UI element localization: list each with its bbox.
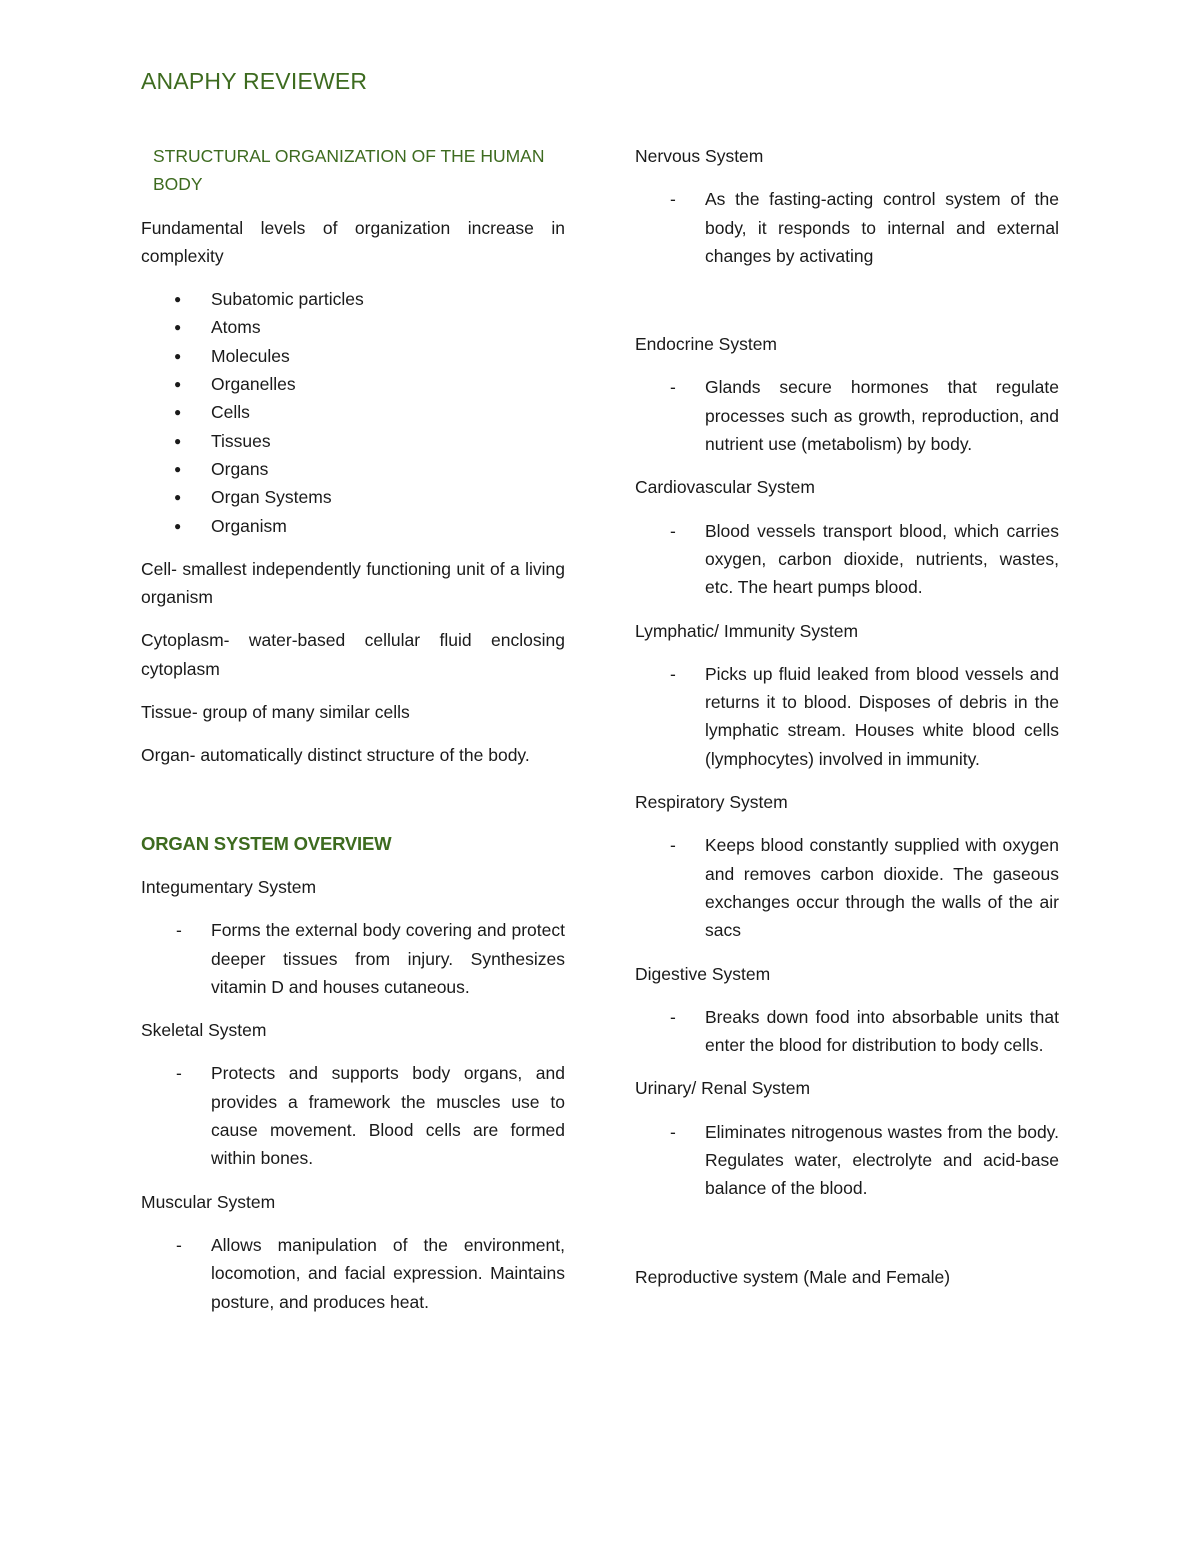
definition-organ: Organ- automatically distinct structure of the body. [141,745,530,766]
system-name-muscular: Muscular System [141,1191,276,1212]
list-item: ● Organelles [141,370,565,398]
intro-paragraph: Fundamental levels of organization increase in complexity [141,217,565,266]
system-name-cardiovascular: Cardiovascular System [635,477,815,498]
dash-marker: - [670,1121,676,1142]
desc-text: Protects and supports body organs, and provides a framework the muscles use to cause movement. Blood cells are formed within bones. [211,1063,565,1169]
organization-levels-list [141,285,565,540]
desc-text: Blood vessels transport blood, which carries oxygen, carbon dioxide, nutrients, wastes, etc. The heart pumps blood. [705,520,1059,598]
system-name-reproductive: Reproductive system (Male and Female) [635,1266,951,1287]
dash-marker: - [670,189,676,210]
desc-text: Allows manipulation of the environment, locomotion, and facial expression. Maintains posture, and produces heat. [211,1234,565,1312]
system-name-endocrine: Endocrine System [635,334,778,355]
system-desc-cardiovascular [635,517,1059,602]
dash-marker: - [176,1234,182,1255]
dash-marker: - [670,520,676,541]
system-name-integumentary: Integumentary System [141,876,317,897]
left-column [141,142,565,1331]
desc-text: Forms the external body covering and protect deeper tissues from injury. Synthesizes vitamin D and houses cutaneous. [211,920,565,997]
system-desc-lymphatic [635,660,1059,773]
system-desc-nervous [635,185,1059,270]
list-item: ● Organ Systems [141,483,565,511]
system-desc-muscular [141,1231,565,1316]
system-name-respiratory: Respiratory System [635,792,788,813]
desc-text: Keeps blood constantly supplied with oxygen and removes carbon dioxide. The gaseous exchanges occur through the walls of the air sacs [705,835,1059,941]
system-desc-urinary [635,1118,1059,1203]
dash-marker: - [670,1006,676,1027]
dash-marker: - [670,377,676,398]
list-item: ● Atoms [141,313,565,341]
dash-marker: - [670,835,676,856]
organ-system-overview-heading: ORGAN SYSTEM OVERVIEW [141,832,392,854]
system-desc-digestive [635,1003,1059,1060]
desc-text: Picks up fluid leaked from blood vessels and returns it to blood. Disposes of debris in the lymphatic stream. Houses white blood cells (lymphocytes) involved in immunity. [705,663,1059,769]
desc-text: As the fasting-acting control system of the body, it responds to internal and external changes by activating [705,189,1059,266]
system-desc-skeletal [141,1059,565,1172]
dash-marker: - [176,920,182,941]
system-name-nervous: Nervous System [635,146,764,166]
system-name-digestive: Digestive System [635,963,771,984]
system-name-urinary: Urinary/ Renal System [635,1078,811,1099]
desc-text: Breaks down food into absorbable units that enter the blood for distribution to body cells. [705,1006,1059,1056]
system-desc-integumentary [141,916,565,1001]
list-item: ● Cells [141,398,565,426]
list-item: ● Organs [141,455,565,483]
list-item: ● Tissues [141,427,565,455]
list-item: ● Molecules [141,342,565,370]
definition-tissue: Tissue- group of many similar cells [141,702,410,723]
dash-marker: - [670,663,676,684]
system-name-skeletal: Skeletal System [141,1020,267,1041]
desc-text: Eliminates nitrogenous wastes from the body. Regulates water, electrolyte and acid-base balance of the blood. [705,1121,1059,1199]
definition-cytoplasm: Cytoplasm- water-based cellular fluid enclosing cytoplasm [141,630,565,679]
document-title: ANAPHY REVIEWER [141,68,368,94]
system-name-lymphatic: Lymphatic/ Immunity System [635,620,859,641]
list-item: ● Subatomic particles [141,285,565,313]
list-item: ● Organism [141,512,565,540]
dash-marker: - [176,1063,182,1084]
system-desc-respiratory [635,831,1059,944]
right-column [635,142,1059,1306]
section-heading-structural: STRUCTURAL ORGANIZATION OF THE HUMAN BODY [153,146,545,195]
desc-text: Glands secure hormones that regulate processes such as growth, reproduction, and nutrient use (metabolism) by body. [705,377,1059,455]
definition-cell: Cell- smallest independently functioning unit of a living organism [141,558,565,608]
system-desc-endocrine [635,373,1059,458]
